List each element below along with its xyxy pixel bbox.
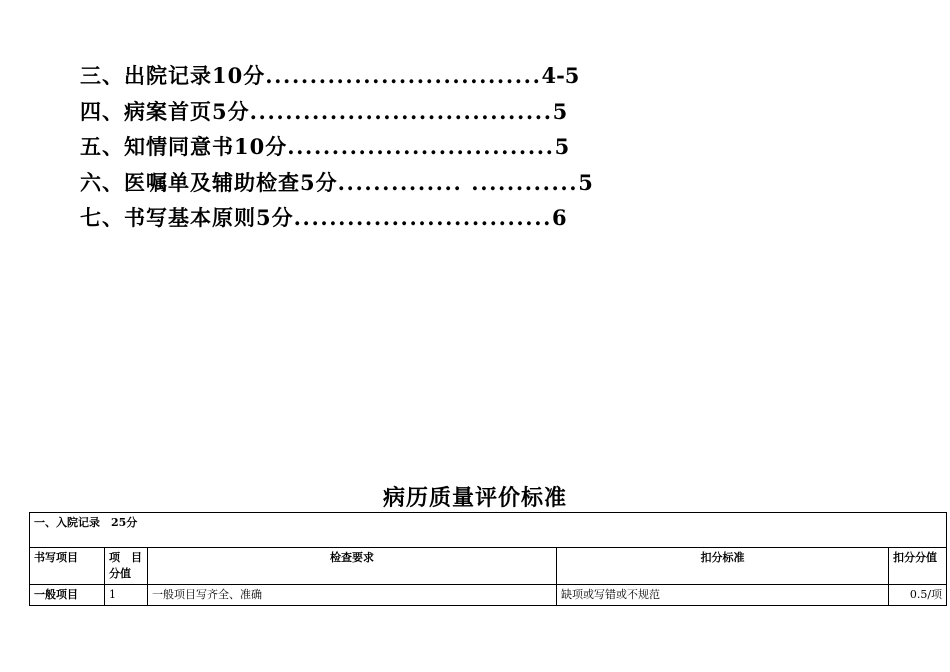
toc-entry-writing-principles[interactable] (80, 200, 780, 236)
table-section-row (30, 513, 947, 548)
header-standard: 扣分标准 (557, 548, 889, 585)
header-score (105, 548, 148, 585)
toc-page-number: 5 (578, 169, 593, 195)
table-header-row (30, 548, 947, 585)
toc-entry-label: 四、病案首页5分 (80, 98, 250, 124)
header-deduction: 扣分分值 (889, 548, 947, 585)
toc-leader-dots: ............................... (265, 63, 542, 88)
header-item: 书写项目 (30, 548, 105, 585)
cell-score: 1 (105, 585, 148, 606)
toc-page-number: 4-5 (541, 63, 580, 88)
cell-deduction: 0.5/项 (889, 585, 947, 606)
toc-page-number: 5 (554, 134, 570, 159)
header-score-line2: 分值 (109, 567, 131, 580)
cell-item: 一般项目 (30, 585, 105, 606)
evaluation-table (29, 512, 947, 606)
toc-entry-case-front-page[interactable] (80, 94, 780, 130)
toc-page-number: 6 (552, 205, 567, 230)
document-title: 病历质量评价标准 (382, 485, 567, 511)
toc-entry-label: 五、知情同意书10分 (80, 134, 288, 159)
toc-leader-dots: .............................. (287, 134, 555, 159)
toc-entry-label: 六、医嘱单及辅助检查5分 (80, 169, 338, 195)
toc-entry-informed-consent[interactable] (80, 129, 780, 165)
toc-leader-dots: .................................. (249, 98, 553, 124)
table-row (30, 585, 947, 606)
cell-standard: 缺项或写错或不规范 (557, 585, 889, 606)
toc-entry-discharge-record[interactable] (80, 58, 780, 94)
toc-entry-orders-auxiliary-exams[interactable] (80, 165, 780, 201)
cell-requirement: 一般项目写齐全、准确 (148, 585, 557, 606)
toc-leader-dots: .............. ............ (337, 169, 579, 195)
toc-page-number: 5 (552, 98, 568, 124)
table-of-contents (80, 58, 780, 236)
toc-leader-dots: ............................. (293, 205, 553, 230)
header-requirement: 检查要求 (148, 548, 557, 585)
toc-entry-label: 七、书写基本原则5分 (80, 205, 294, 230)
section-heading: 一、入院记录 25分 (30, 513, 947, 548)
header-score-line1: 项 目 (109, 551, 142, 564)
toc-entry-label: 三、出院记录10分 (80, 63, 266, 88)
